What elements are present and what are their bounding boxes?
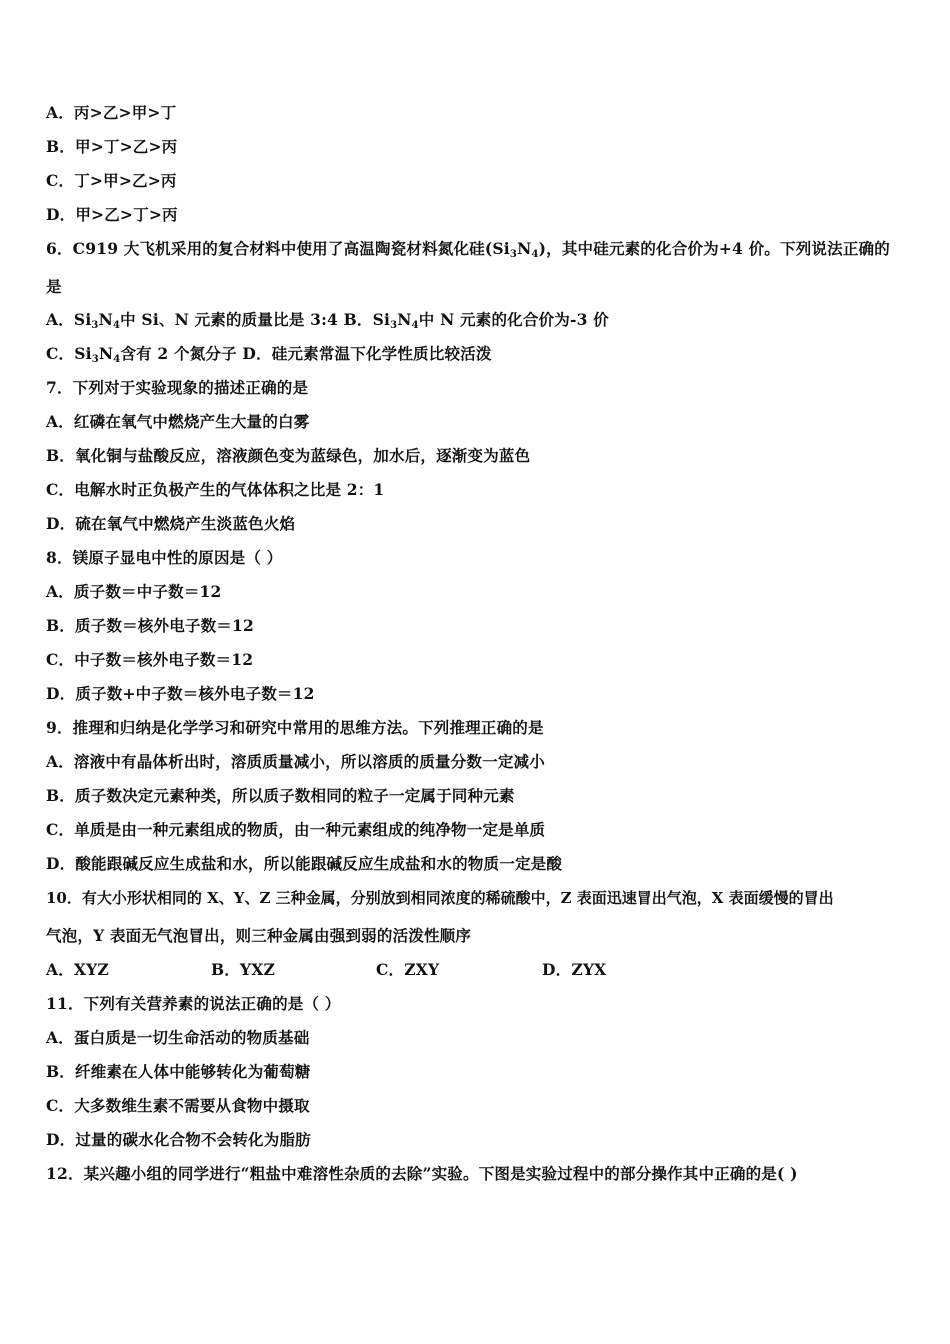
q9-option-c: C．单质是由一种元素组成的物质，由一种元素组成的纯净物一定是单质 — [46, 820, 546, 839]
q12-stem: 12．某兴趣小组的同学进行“粗盐中难溶性杂质的去除”实验。下图是实验过程中的部分操作其中正确的是( ) — [46, 1164, 798, 1183]
q7-option-c: C．电解水时正负极产生的气体体积之比是 2：1 — [46, 480, 385, 499]
q11-option-b: B．纤维素在人体中能够转化为葡萄糖 — [46, 1062, 311, 1081]
q9-stem: 9．推理和归纳是化学学习和研究中常用的思维方法。下列推理正确的是 — [46, 718, 544, 737]
q10-stem: 10．有大小形状相同的 X、Y、Z 三种金属，分别放到相同浓度的稀硫酸中，Z 表面迅速冒出气泡，X 表面缓慢的冒出 — [46, 889, 834, 907]
prev-option-d: D．甲>乙>丁>丙 — [46, 205, 178, 224]
q11-option-c: C．大多数维生素不需要从食物中摄取 — [46, 1096, 310, 1115]
q8-stem: 8．镁原子显电中性的原因是（ ） — [46, 548, 283, 567]
q10-stem-cont: 气泡，Y 表面无气泡冒出，则三种金属由强到弱的活泼性顺序 — [46, 926, 472, 945]
q7-option-a: A．红磷在氧气中燃烧产生大量的白雾 — [46, 412, 310, 431]
q7-option-b: B．氧化铜与盐酸反应，溶液颜色变为蓝绿色，加水后，逐渐变为蓝色 — [46, 446, 531, 465]
q6-options-ab: A．$Si_3N_4$中 Si、N 元素的质量比是 3:4 B．$Si_3N_4$中 N 元素的化合价为-3 价 — [46, 310, 609, 331]
q7-option-d: D．硫在氧气中燃烧产生淡蓝色火焰 — [46, 514, 296, 533]
q11-option-a: A．蛋白质是一切生命活动的物质基础 — [46, 1028, 310, 1047]
q11-option-d: D．过量的碳水化合物不会转化为脂肪 — [46, 1130, 311, 1149]
q10-option-a: A．XYZ — [46, 960, 109, 979]
q7-stem: 7．下列对于实验现象的描述正确的是 — [46, 378, 309, 397]
q10-option-c: C．ZXY — [376, 960, 440, 979]
q10-options — [46, 960, 646, 980]
q8-option-d: D．质子数+中子数＝核外电子数＝12 — [46, 684, 315, 703]
prev-option-c: C．丁>甲>乙>丙 — [46, 171, 177, 190]
q8-option-a: A．质子数＝中子数＝12 — [46, 582, 222, 601]
q8-option-b: B．质子数＝核外电子数＝12 — [46, 616, 254, 635]
q9-option-d: D．酸能跟碱反应生成盐和水，所以能跟碱反应生成盐和水的物质一定是酸 — [46, 854, 563, 873]
q8-option-c: C．中子数＝核外电子数＝12 — [46, 650, 254, 669]
q6-stem-cont: 是 — [46, 277, 62, 296]
prev-option-b: B．甲>丁>乙>丙 — [46, 137, 178, 156]
q10-option-d: D．ZYX — [542, 960, 607, 979]
q11-stem: 11．下列有关营养素的说法正确的是（ ） — [46, 994, 341, 1013]
q10-option-b: B．YXZ — [211, 960, 276, 979]
q9-option-b: B．质子数决定元素种类，所以质子数相同的粒子一定属于同种元素 — [46, 786, 515, 805]
q6-stem: 6．C919 大飞机采用的复合材料中使用了高温陶瓷材料氮化硅$(Si_3N_4)$，其中硅元素的化合价为+4 价。下列说法正确的 — [46, 239, 890, 260]
prev-option-a: A．丙>乙>甲>丁 — [46, 103, 177, 122]
q6-options-cd: C．$Si_3N_4$含有 2 个氮分子 D．硅元素常温下化学性质比较活泼 — [46, 344, 492, 365]
q9-option-a: A．溶液中有晶体析出时，溶质质量减小，所以溶质的质量分数一定减小 — [46, 752, 545, 771]
